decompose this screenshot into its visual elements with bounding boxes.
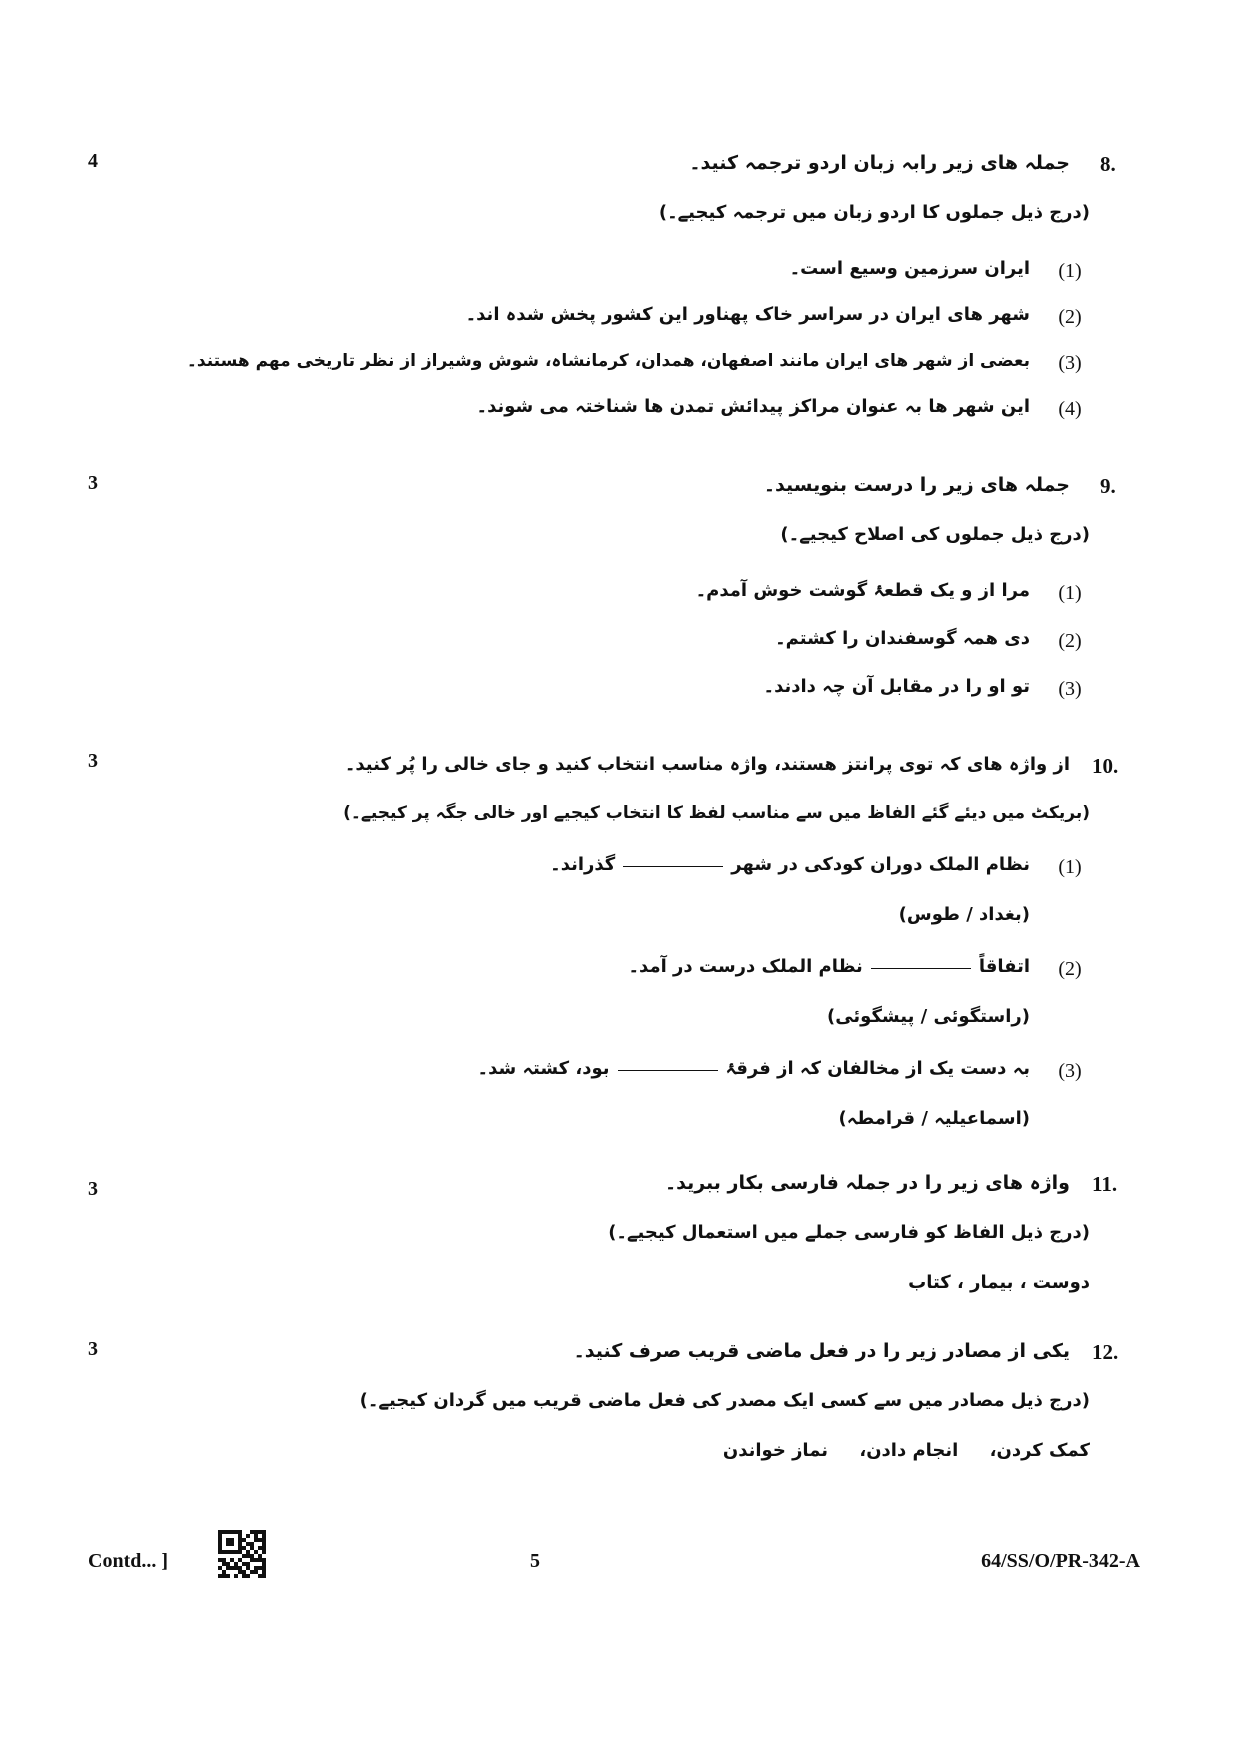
q12-number: 12. <box>1092 1340 1119 1364</box>
page-number: 5 <box>530 1550 540 1572</box>
q10-item-1-blank[interactable] <box>623 864 723 867</box>
q10-item-1-number: (1) <box>1058 856 1082 878</box>
q11-subtitle: (درج ذیل الفاظ کو فارسی جملے میں استعمال کیجیے۔) <box>608 1222 1090 1243</box>
q9-subtitle: (درج ذیل جملوں کی اصلاح کیجیے۔) <box>780 524 1090 545</box>
q8-number: 8. <box>1100 152 1116 176</box>
q11-number: 11. <box>1092 1172 1118 1196</box>
q10-number: 10. <box>1092 754 1119 778</box>
q10-title: از واژہ ھای کہ توی پرانتز ھستند، واژہ مناسب انتخاب کنید و جای خالی را پُر کنید۔ <box>344 754 1070 775</box>
q12-words: کمک کردن، انجام دادن، نماز خواندن <box>722 1440 1090 1461</box>
q8-item-1-text: ایران سرزمین وسیع است۔ <box>789 258 1030 279</box>
q9-item-3-text: تو او را در مقابل آن چہ دادند۔ <box>763 676 1030 697</box>
q10-item-3-blank[interactable] <box>618 1068 718 1071</box>
q10-item-1-before: نظام الملک دوران کودکی در شھر <box>731 854 1030 875</box>
q8-item-1-number: (1) <box>1058 260 1082 282</box>
q8-title: جملہ ھای زیر رابہ زبان اردو ترجمہ کنید۔ <box>689 152 1070 174</box>
q8-item-2-text: شھر ھای ایران در سراسر خاک پھناور این کشور پخش شدہ اند۔ <box>465 304 1030 325</box>
q10-item-3-options: (اسماعیلیہ / قرامطہ) <box>838 1108 1030 1129</box>
q10-item-3-sentence <box>478 1058 1030 1079</box>
q10-item-2-blank[interactable] <box>871 966 971 969</box>
qr-code-icon <box>218 1530 266 1578</box>
q11-marks: 3 <box>88 1178 98 1200</box>
q9-item-1-text: مرا از و یک قطعۂ گوشت خوش آمدم۔ <box>695 580 1030 601</box>
q10-item-3-number: (3) <box>1058 1060 1082 1082</box>
q9-number: 9. <box>1100 474 1116 498</box>
q10-item-2-before: اتفاقاً <box>978 956 1030 977</box>
q8-item-3-text: بعضی از شھر ھای ایران مانند اصفھان، ھمدان، کرمانشاہ، شوش وشیراز از نظر تاریخی مھم ھستند۔ <box>186 351 1030 371</box>
q10-item-2-number: (2) <box>1058 958 1082 980</box>
q12-title: یکی از مصادر زیر را در فعل ماضی قریب صرف کنید۔ <box>573 1340 1070 1362</box>
q12-subtitle: (درج ذیل مصادر میں سے کسی ایک مصدر کی فعل ماضی قریب میں گردان کیجیے۔) <box>359 1390 1090 1411</box>
q10-item-2-sentence <box>629 956 1031 977</box>
q10-item-1-options: (بغداد / طوس) <box>898 904 1030 925</box>
q11-title: واژہ ھای زیر را در جملہ فارسی بکار ببرید۔ <box>664 1172 1070 1194</box>
q10-item-2-options: (راستگوئی / پیشگوئی) <box>826 1006 1030 1027</box>
q11-words: دوست ، بیمار ، کتاب <box>908 1272 1090 1293</box>
q9-item-2-number: (2) <box>1058 630 1082 652</box>
q8-item-3-number: (3) <box>1058 352 1082 374</box>
q8-marks: 4 <box>88 150 98 172</box>
q8-item-2-number: (2) <box>1058 306 1082 328</box>
paper-code: 64/SS/O/PR-342-A <box>981 1550 1140 1572</box>
q10-item-3-after: بود، کشتہ شد۔ <box>477 1058 610 1079</box>
contd-label: Contd... ] <box>88 1550 169 1572</box>
q10-item-1-sentence <box>550 854 1030 875</box>
q9-title: جملہ ھای زیر را درست بنویسید۔ <box>763 474 1070 496</box>
q9-item-2-text: دی ھمہ گوسفندان را کشتم۔ <box>775 628 1030 649</box>
q9-item-1-number: (1) <box>1058 582 1082 604</box>
q9-marks: 3 <box>88 472 98 494</box>
q8-item-4-text: این شھر ھا بہ عنوان مراکز پیدائش تمدن ھا شناختہ می شوند۔ <box>476 396 1030 417</box>
q10-marks: 3 <box>88 750 98 772</box>
q8-item-4-number: (4) <box>1058 398 1082 420</box>
q10-item-3-before: بہ دست یک از مخالفان کہ از فرقۂ <box>725 1058 1030 1079</box>
q8-subtitle: (درج ذیل جملوں کا اردو زبان میں ترجمہ کیجیے۔) <box>658 202 1090 223</box>
q12-marks: 3 <box>88 1338 98 1360</box>
q10-item-2-after: نظام الملک درست در آمد۔ <box>628 956 863 977</box>
q9-item-3-number: (3) <box>1058 678 1082 700</box>
q10-item-1-after: گذراند۔ <box>550 854 616 875</box>
q10-subtitle: (بریکٹ میں دیئے گئے الفاظ میں سے مناسب لفظ کا انتخاب کیجیے اور خالی جگہ پر کیجیے۔) <box>343 803 1090 823</box>
